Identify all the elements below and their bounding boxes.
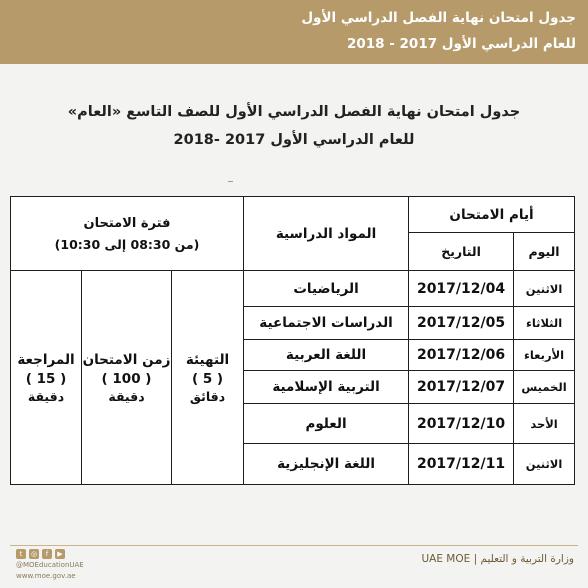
subject-cell: الرياضيات bbox=[244, 271, 409, 307]
ministry-name: وزارة التربية و التعليم | UAE MOE bbox=[421, 553, 574, 565]
subject-cell: الدراسات الاجتماعية bbox=[244, 307, 409, 340]
header-subtitle: للعام الدراسي الأول 2017 - 2018 bbox=[346, 36, 576, 52]
youtube-icon[interactable]: ▶ bbox=[55, 549, 65, 559]
date-cell: 2017/12/10 bbox=[409, 404, 514, 444]
header-banner bbox=[0, 0, 588, 64]
twitter-icon[interactable]: t bbox=[16, 549, 26, 559]
day-cell: الخميس bbox=[514, 371, 575, 404]
exam-schedule-table bbox=[10, 196, 575, 485]
date-cell: 2017/12/04 bbox=[409, 271, 514, 307]
date-header: التاريخ bbox=[409, 233, 514, 271]
review-label: المراجعة bbox=[17, 352, 75, 368]
exam-period-time: (من 08:30 إلى 10:30) bbox=[54, 236, 200, 252]
subject-cell: التربية الإسلامية bbox=[244, 371, 409, 404]
exam-days-header: أيام الامتحان bbox=[409, 197, 575, 233]
instagram-icon[interactable]: ◎ bbox=[30, 550, 38, 558]
footer-divider bbox=[10, 545, 578, 546]
subjects-header: المواد الدراسية bbox=[244, 197, 409, 271]
date-cell: 2017/12/05 bbox=[409, 307, 514, 340]
prep-value: ( 5 ) bbox=[191, 371, 224, 387]
exam-time-label: زمن الامتحان bbox=[82, 352, 171, 368]
subject-cell: العلوم bbox=[244, 404, 409, 444]
review-value: ( 15 ) bbox=[25, 371, 67, 387]
prep-cell bbox=[172, 271, 244, 485]
exam-time-cell bbox=[82, 271, 172, 485]
date-cell: 2017/12/07 bbox=[409, 371, 514, 404]
review-cell bbox=[11, 271, 82, 485]
table-row bbox=[11, 271, 575, 307]
subject-cell: اللغة العربية bbox=[244, 340, 409, 371]
day-header: اليوم bbox=[514, 233, 575, 271]
date-cell: 2017/12/11 bbox=[409, 444, 514, 485]
review-unit: دقيقة bbox=[27, 389, 65, 404]
footer-social bbox=[16, 549, 84, 581]
exam-time-unit: دقيقة bbox=[108, 389, 145, 404]
exam-period-title: فترة الامتحان bbox=[83, 215, 171, 231]
social-handle: @MOEducationUAE bbox=[16, 561, 84, 569]
day-cell: الاثنين bbox=[514, 444, 575, 485]
facebook-icon[interactable]: f bbox=[42, 549, 52, 559]
prep-label: التهيئة bbox=[185, 352, 230, 368]
subject-cell: اللغة الإنجليزية bbox=[244, 444, 409, 485]
social-icons bbox=[16, 549, 84, 559]
day-cell: الثلاثاء bbox=[514, 307, 575, 340]
day-cell: الاثنين bbox=[514, 271, 575, 307]
document-subtitle: للعام الدراسي الأول 2017 -2018 bbox=[173, 132, 415, 148]
day-cell: الأحد bbox=[514, 404, 575, 444]
website-link[interactable]: www.moe.gov.ae bbox=[16, 572, 76, 580]
exam-period-header bbox=[11, 197, 244, 271]
header-title: جدول امتحان نهاية الفصل الدراسي الأول bbox=[301, 10, 576, 26]
date-cell: 2017/12/06 bbox=[409, 340, 514, 371]
exam-time-value: ( 100 ) bbox=[101, 371, 152, 387]
small-dash bbox=[228, 181, 233, 182]
day-cell: الأربعاء bbox=[514, 340, 575, 371]
prep-unit: دقائق bbox=[189, 389, 226, 404]
document-title: جدول امتحان نهاية الفصل الدراسي الأول للصف التاسع «العام» bbox=[67, 104, 521, 120]
